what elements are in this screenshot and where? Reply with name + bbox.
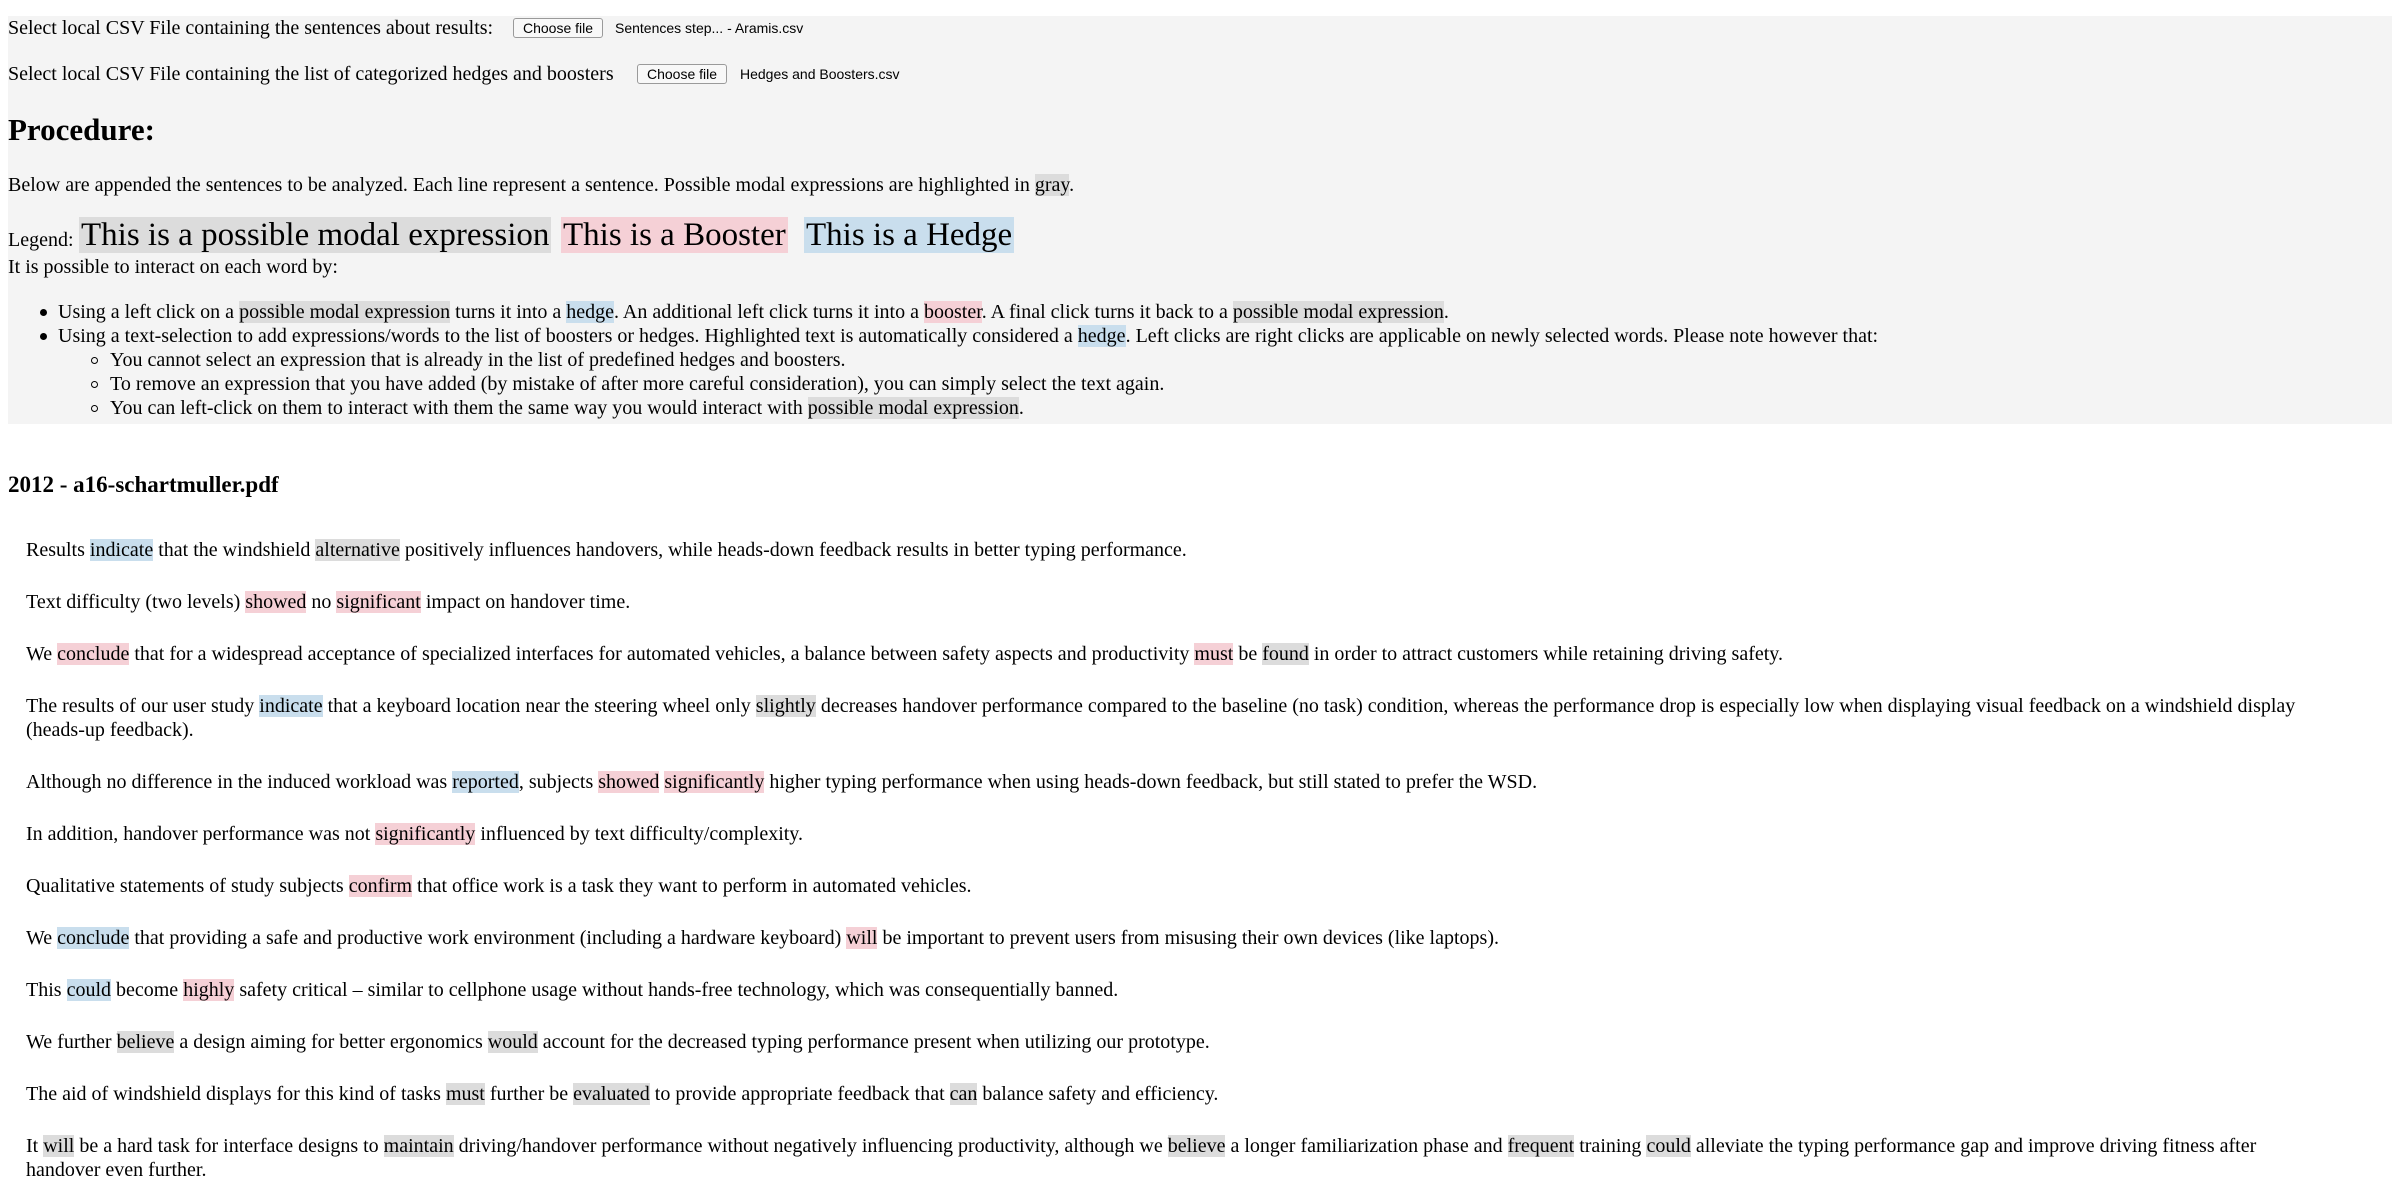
sentence-text[interactable]: be a hard task for interface designs to xyxy=(74,1135,384,1157)
sentence-text[interactable]: a longer familiarization phase and xyxy=(1225,1135,1508,1157)
booster-word[interactable]: showed xyxy=(598,771,660,793)
sentence-row xyxy=(26,694,2295,718)
sentence-text[interactable]: influenced by text difficulty/complexity. xyxy=(475,823,804,845)
choose-sentences-file-button[interactable]: Choose file xyxy=(513,18,603,38)
sub-bullet-circle xyxy=(91,357,98,364)
modal-word[interactable]: maintain xyxy=(383,1135,454,1157)
modal-word[interactable]: must xyxy=(445,1083,485,1105)
sentence-row xyxy=(26,822,803,846)
sentence-row xyxy=(26,642,1783,666)
sentence-text[interactable]: in order to attract customers while retaining driving safety. xyxy=(1308,643,1783,665)
modal-word[interactable]: could xyxy=(1646,1135,1691,1157)
b1-text: turns it into a xyxy=(450,301,567,323)
sentence-text[interactable]: alleviate the typing performance gap and improve driving fitness after xyxy=(1690,1135,2257,1157)
sentence-row xyxy=(26,1082,1218,1106)
hedges-file-label: Select local CSV File containing the list of categorized hedges and boosters xyxy=(8,63,614,85)
sentence-text[interactable]: no xyxy=(306,591,337,613)
sentence-text[interactable]: Although no difference in the induced workload was xyxy=(26,771,453,793)
modal-word[interactable]: found xyxy=(1262,643,1309,665)
b1-text: . A final click turns it back to a xyxy=(981,301,1233,323)
sentence-row xyxy=(26,1030,1210,1054)
sentence-text[interactable]: Results xyxy=(26,539,90,561)
modal-word[interactable]: will xyxy=(43,1135,75,1157)
hedge-word[interactable]: indicate xyxy=(259,695,323,717)
sub3-text: You can left-click on them to interact with them the same way you would interact with xyxy=(110,397,808,419)
booster-word[interactable]: will xyxy=(846,927,878,949)
b1-booster-sample: booster xyxy=(923,301,982,323)
procedure-intro xyxy=(8,173,1074,197)
sentence-text[interactable]: We further xyxy=(26,1031,117,1053)
legend-modal-expression: This is a possible modal expression xyxy=(81,217,550,253)
sentence-text[interactable]: Text difficulty (two levels) xyxy=(26,591,246,613)
b2-hedge-sample: hedge xyxy=(1077,325,1126,347)
booster-word[interactable]: significant xyxy=(336,591,421,613)
sentence-text[interactable]: , subjects xyxy=(518,771,599,793)
sentence-text[interactable]: that for a widespread acceptance of specialized interfaces for automated vehicles, a balance between safety aspects and productivity xyxy=(129,643,1195,665)
b2-text: . Left clicks are right clicks are applicable on newly selected words. Please note however that: xyxy=(1125,325,1879,347)
booster-word[interactable]: significantly xyxy=(375,823,476,845)
sentence-row xyxy=(26,926,1499,950)
sub3-modal-sample: possible modal expression xyxy=(807,397,1019,419)
b1-modal-sample: possible modal expression xyxy=(1232,301,1444,323)
sentence-text[interactable]: We xyxy=(26,927,58,949)
sentence-text[interactable]: positively influences handovers, while heads-down feedback results in better typing performance. xyxy=(399,539,1187,561)
b1-hedge-sample: hedge xyxy=(566,301,615,323)
sentence-text[interactable]: decreases handover performance compared to the baseline (no task) condition, whereas the performance drop is especially low when displaying visual feedback on a windshield display xyxy=(815,695,2296,717)
sentence-text[interactable]: a design aiming for better ergonomics xyxy=(174,1031,488,1053)
sentence-row xyxy=(26,874,972,898)
sentence-row xyxy=(26,1134,2256,1158)
sentence-text[interactable]: to provide appropriate feedback that xyxy=(649,1083,950,1105)
booster-word[interactable]: highly xyxy=(183,979,235,1001)
choose-hedges-file-button[interactable]: Choose file xyxy=(637,64,727,84)
document-title: 2012 - a16-schartmuller.pdf xyxy=(8,472,279,497)
sentence-text[interactable]: further be xyxy=(484,1083,574,1105)
modal-word[interactable]: slightly xyxy=(755,695,816,717)
sentence-text[interactable]: be xyxy=(1233,643,1263,665)
modal-word[interactable]: believe xyxy=(116,1031,175,1053)
b2-text: Using a text-selection to add expressions/words to the list of boosters or hedges. Highlighted text is automatically considered a xyxy=(58,325,1078,347)
booster-word[interactable]: conclude xyxy=(57,643,130,665)
legend-booster: This is a Booster xyxy=(563,217,786,253)
booster-word[interactable]: must xyxy=(1194,643,1234,665)
booster-word[interactable]: significantly xyxy=(664,771,765,793)
sentence-continuation[interactable]: (heads-up feedback). xyxy=(26,719,194,741)
booster-word[interactable]: confirm xyxy=(348,875,413,897)
hedge-word[interactable]: could xyxy=(66,979,111,1001)
sentence-row xyxy=(26,978,1118,1002)
procedure-heading: Procedure: xyxy=(8,112,155,147)
b1-text: . An additional left click turns it into a xyxy=(614,301,924,323)
sub-bullet-circle xyxy=(91,405,98,412)
modal-word[interactable]: frequent xyxy=(1507,1135,1575,1157)
sentence-text[interactable]: This xyxy=(26,979,67,1001)
sentence-text[interactable]: account for the decreased typing performance present when utilizing our prototype. xyxy=(537,1031,1210,1053)
sub-note-left-click xyxy=(110,396,1024,420)
b1-modal-sample: possible modal expression xyxy=(239,301,451,323)
sub3-text: . xyxy=(1018,397,1024,419)
sentence-text[interactable]: driving/handover performance without negatively influencing productivity, although we xyxy=(453,1135,1168,1157)
interact-text: It is possible to interact on each word by: xyxy=(8,256,338,278)
sentences-file-name: Sentences step... - Aramis.csv xyxy=(615,20,804,36)
sub-note-already-listed: You cannot select an expression that is already in the list of predefined hedges and boosters. xyxy=(110,349,846,371)
sentence-text[interactable]: that a keyboard location near the steering wheel only xyxy=(322,695,756,717)
sentence-text[interactable]: become xyxy=(111,979,184,1001)
sentence-text[interactable]: that providing a safe and productive work environment (including a hardware keyboard) xyxy=(129,927,847,949)
intro-gray-sample: gray xyxy=(1034,174,1070,196)
modal-word[interactable]: would xyxy=(487,1031,538,1053)
hedge-word[interactable]: reported xyxy=(452,771,519,793)
intro-text: Below are appended the sentences to be analyzed. Each line represent a sentence. Possible modal expressions are highlighted in xyxy=(8,174,1035,196)
sentences-file-label: Select local CSV File containing the sentences about results: xyxy=(8,17,494,39)
bullet-dot xyxy=(40,333,47,340)
sentence-row xyxy=(26,538,1187,562)
sentence-text[interactable]: balance safety and efficiency. xyxy=(977,1083,1219,1105)
sentence-continuation[interactable]: handover even further. xyxy=(26,1159,207,1181)
hedges-file-name: Hedges and Boosters.csv xyxy=(740,66,900,82)
legend-hedge: This is a Hedge xyxy=(806,217,1013,253)
sentence-text[interactable]: safety critical – similar to cellphone usage without hands-free technology, which was consequentially banned. xyxy=(234,979,1119,1001)
sentence-text[interactable]: be important to prevent users from misusing their own devices (like laptops). xyxy=(877,927,1499,949)
sentence-text[interactable]: that the windshield xyxy=(153,539,316,561)
sentence-text[interactable]: impact on handover time. xyxy=(420,591,631,613)
hedge-word[interactable]: indicate xyxy=(89,539,154,561)
bullet-text-selection xyxy=(58,324,1878,348)
legend-label: Legend: xyxy=(8,229,74,251)
bullet-dot xyxy=(40,309,47,316)
sentence-text[interactable]: higher typing performance when using heads-down feedback, but still stated to prefer the WSD. xyxy=(764,771,1538,793)
sentence-row xyxy=(26,770,1537,794)
sub-bullet-circle xyxy=(91,381,98,388)
b1-text: Using a left click on a xyxy=(58,301,240,323)
bullet-left-click xyxy=(58,300,1449,324)
sentence-text[interactable]: Qualitative statements of study subjects xyxy=(26,875,349,897)
modal-word[interactable]: alternative xyxy=(315,539,400,561)
sentence-text[interactable]: that office work is a task they want to perform in automated vehicles. xyxy=(412,875,972,897)
sentence-text[interactable]: The results of our user study xyxy=(26,695,260,717)
sentence-text[interactable]: We xyxy=(26,643,58,665)
booster-word[interactable]: showed xyxy=(245,591,307,613)
modal-word[interactable]: believe xyxy=(1167,1135,1226,1157)
sentence-text[interactable]: training xyxy=(1574,1135,1647,1157)
modal-word[interactable]: can xyxy=(949,1083,978,1105)
hedge-word[interactable]: conclude xyxy=(57,927,130,949)
intro-period: . xyxy=(1069,174,1075,196)
sentence-text[interactable]: In addition, handover performance was not xyxy=(26,823,376,845)
sentence-text[interactable]: The aid of windshield displays for this kind of tasks xyxy=(26,1083,446,1105)
sub-note-remove: To remove an expression that you have added (by mistake of after more careful consideration), you can simply select the text again. xyxy=(110,373,1165,395)
sentence-text[interactable]: It xyxy=(26,1135,44,1157)
b1-text: . xyxy=(1443,301,1449,323)
sentence-row xyxy=(26,590,630,614)
modal-word[interactable]: evaluated xyxy=(573,1083,650,1105)
